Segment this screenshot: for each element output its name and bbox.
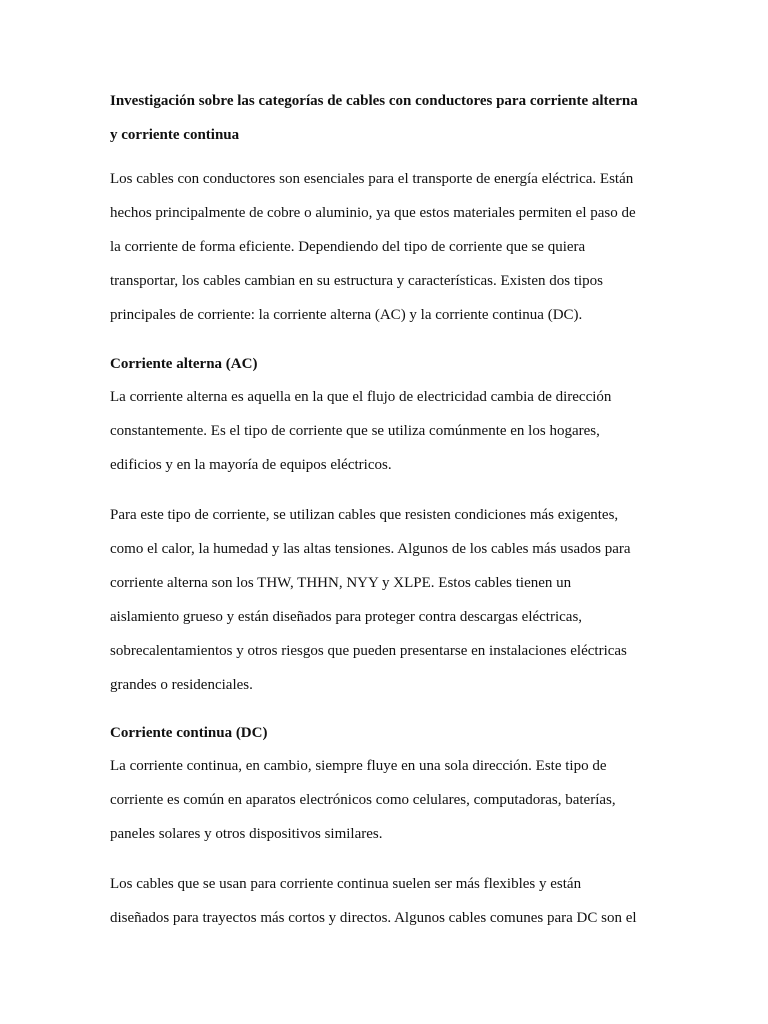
text-line: aislamiento grueso y están diseñados para proteger contra descargas eléctricas,	[110, 609, 583, 625]
text-line: corriente es común en aparatos electrónicos como celulares, computadoras, baterías,	[110, 792, 616, 808]
text-line: Los cables con conductores son esenciales para el transporte de energía eléctrica. Están	[110, 171, 634, 187]
intro-paragraph	[110, 162, 670, 332]
section-heading-dc: Corriente continua (DC)	[110, 725, 268, 741]
text-line: transportar, los cables cambian en su estructura y características. Existen dos tipos	[110, 273, 603, 289]
dc-paragraph-2	[110, 867, 670, 935]
title-line: Investigación sobre las categorías de cables con conductores para corriente alterna	[110, 93, 638, 109]
text-line: diseñados para trayectos más cortos y directos. Algunos cables comunes para DC son el	[110, 910, 637, 926]
text-line: constantemente. Es el tipo de corriente que se utiliza comúnmente en los hogares,	[110, 423, 600, 439]
text-line: La corriente continua, en cambio, siempre fluye en una sola dirección. Este tipo de	[110, 758, 607, 774]
text-line: hechos principalmente de cobre o aluminio, ya que estos materiales permiten el paso de	[110, 205, 636, 221]
ac-paragraph-2	[110, 498, 670, 702]
text-line: Los cables que se usan para corriente continua suelen ser más flexibles y están	[110, 876, 582, 892]
ac-paragraph-1	[110, 380, 670, 482]
text-line: Para este tipo de corriente, se utilizan cables que resisten condiciones más exigentes,	[110, 507, 619, 523]
text-line: sobrecalentamientos y otros riesgos que pueden presentarse en instalaciones eléctricas	[110, 643, 627, 659]
text-line: corriente alterna son los THW, THHN, NYY y XLPE. Estos cables tienen un	[110, 575, 572, 591]
text-line: paneles solares y otros dispositivos similares.	[110, 826, 383, 842]
text-line: la corriente de forma eficiente. Dependiendo del tipo de corriente que se quiera	[110, 239, 586, 255]
text-line: grandes o residenciales.	[110, 677, 253, 693]
title-line: y corriente continua	[110, 127, 240, 143]
section-heading-ac: Corriente alterna (AC)	[110, 356, 258, 372]
document-title	[110, 84, 670, 152]
dc-paragraph-1	[110, 749, 670, 851]
text-line: edificios y en la mayoría de equipos eléctricos.	[110, 457, 392, 473]
text-line: como el calor, la humedad y las altas tensiones. Algunos de los cables más usados para	[110, 541, 631, 557]
text-line: La corriente alterna es aquella en la que el flujo de electricidad cambia de dirección	[110, 389, 612, 405]
text-line: principales de corriente: la corriente alterna (AC) y la corriente continua (DC).	[110, 307, 583, 323]
